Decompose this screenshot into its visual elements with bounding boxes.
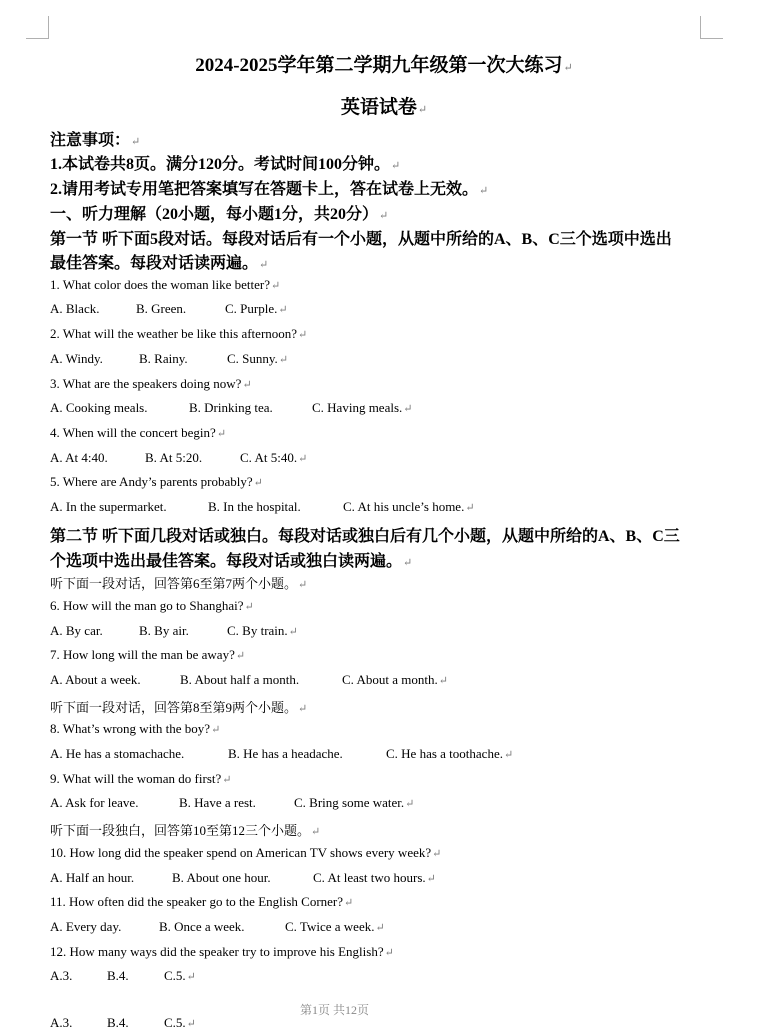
option-b: B. About one hour. (172, 870, 271, 885)
paragraph-mark-icon: ↵ (384, 947, 394, 959)
listening-intro-6-7: 听下面一段对话，回答第6至第7两个小题。↵ (50, 576, 308, 591)
paragraph-mark-icon: ↵ (259, 259, 269, 271)
paragraph-mark-icon: ↵ (186, 1018, 196, 1030)
option-b: B. By air. (139, 623, 189, 638)
option-a: A. Half an hour. (50, 870, 135, 885)
option-c: C. About a month. (342, 672, 438, 687)
paragraph-mark-icon: ↵ (479, 185, 489, 197)
paragraph-mark-icon: ↵ (417, 104, 428, 116)
option-a: A. About a week. (50, 672, 141, 687)
paragraph-mark-icon: ↵ (403, 557, 413, 569)
exam-subtitle: 英语试卷↵ (340, 97, 428, 118)
option-c: C. Having meals. (312, 400, 403, 415)
option-b: B. Rainy. (139, 351, 188, 366)
option-c: C. At 5:40. (240, 450, 298, 465)
section-two-instructions: 第二节 听下面几段对话或独白。每段对话或独白后有几个小题，从题中所给的A、B、C三 (50, 528, 680, 545)
option-b: B.4. (107, 968, 129, 983)
option-a: A. Black. (50, 301, 100, 316)
option-c: C. Sunny. (227, 351, 278, 366)
paragraph-mark-icon: ↵ (222, 774, 232, 786)
question-8-options (50, 746, 513, 762)
crop-mark-top-left (26, 16, 49, 39)
option-b: B. About half a month. (180, 672, 300, 687)
option-a: A. By car. (50, 623, 103, 638)
paragraph-mark-icon: ↵ (131, 136, 141, 148)
paragraph-mark-icon: ↵ (426, 873, 436, 885)
paragraph-mark-icon: ↵ (375, 922, 385, 934)
paragraph-mark-icon: ↵ (278, 304, 288, 316)
notice-item-1: 1.本试卷共8页。满分120分。考试时间100分钟。↵ (50, 156, 401, 173)
exam-title: 2024-2025学年第二学期九年级第一次大练习↵ (195, 55, 573, 76)
question-6-options (50, 623, 298, 639)
option-a: A. Cooking meals. (50, 400, 148, 415)
paragraph-mark-icon: ↵ (379, 210, 389, 222)
question-4: 4. When will the concert begin?↵ (50, 425, 227, 440)
paragraph-mark-icon: ↵ (391, 160, 401, 172)
page-footer: 第1页 共12页 (300, 1003, 370, 1017)
question-11-options (50, 919, 385, 935)
listening-intro-8-9: 听下面一段对话，回答第8至第9两个小题。↵ (50, 700, 308, 715)
paragraph-mark-icon: ↵ (432, 848, 442, 860)
notice-heading: 注意事项：↵ (50, 132, 141, 149)
option-c: C. Purple. (225, 301, 278, 316)
question-10-options (50, 870, 436, 886)
option-b: B. Once a week. (159, 919, 245, 934)
option-a: A. He has a stomachache. (50, 746, 185, 761)
option-c: C. Bring some water. (294, 795, 405, 810)
paragraph-mark-icon: ↵ (216, 428, 227, 440)
option-b: B. At 5:20. (145, 450, 203, 465)
paragraph-mark-icon: ↵ (298, 453, 308, 465)
paragraph-mark-icon: ↵ (298, 329, 308, 341)
option-a: A. In the supermarket. (50, 499, 167, 514)
paragraph-mark-icon: ↵ (405, 798, 415, 810)
option-b: B. Drinking tea. (189, 400, 273, 415)
option-b: B.4. (107, 1015, 129, 1030)
question-7-options (50, 672, 448, 688)
paragraph-mark-icon: ↵ (344, 897, 354, 909)
option-c: C.5. (164, 1015, 186, 1030)
option-a: A.3. (50, 1015, 73, 1030)
crop-mark-top-right (700, 16, 723, 39)
paragraph-mark-icon: ↵ (563, 62, 573, 74)
option-c: C. By train. (227, 623, 288, 638)
paragraph-mark-icon: ↵ (242, 379, 252, 391)
option-c: C.5. (164, 968, 186, 983)
question-7: 7. How long will the man be away?↵ (50, 647, 246, 662)
option-a: A.3. (50, 968, 73, 983)
paragraph-mark-icon: ↵ (503, 749, 514, 761)
section-one-instructions: 第一节 听下面5段对话。每段对话后有一个小题，从题中所给的A、B、C三个选项中选出 (50, 231, 672, 248)
part-one-heading: 一、听力理解（20小题，每小题1分，共20分）↵ (50, 206, 389, 223)
question-12: 12. How many ways did the speaker try to improve his English?↵ (50, 944, 394, 959)
question-9-options (50, 795, 414, 811)
option-b: B. Have a rest. (179, 795, 256, 810)
option-c: C. At least two hours. (313, 870, 426, 885)
option-b: B. He has a headache. (228, 746, 343, 761)
question-2: 2. What will the weather be like this afternoon?↵ (50, 326, 308, 341)
question-3: 3. What are the speakers doing now?↵ (50, 376, 252, 391)
option-c: C. Twice a week. (285, 919, 375, 934)
paragraph-mark-icon: ↵ (298, 703, 308, 715)
paragraph-mark-icon: ↵ (298, 579, 308, 591)
question-6: 6. How will the man go to Shanghai?↵ (50, 598, 254, 613)
option-b: B. In the hospital. (208, 499, 301, 514)
option-a: A. At 4:40. (50, 450, 108, 465)
section-two-instructions-cont: 个选项中选出最佳答案。每段对话或独白读两遍。↵ (50, 553, 413, 570)
paragraph-mark-icon: ↵ (278, 354, 289, 366)
option-b: B. Green. (136, 301, 187, 316)
section-one-instructions-cont: 最佳答案。每段对话读两遍。↵ (50, 255, 269, 272)
question-5-options (50, 499, 475, 515)
paragraph-mark-icon: ↵ (186, 971, 196, 983)
paragraph-mark-icon: ↵ (270, 280, 281, 292)
paragraph-mark-icon: ↵ (253, 477, 263, 489)
question-9: 9. What will the woman do first?↵ (50, 771, 232, 786)
question-2-options (50, 351, 288, 367)
option-c: C. At his uncle’s home. (343, 499, 465, 514)
listening-intro-10-12: 听下面一段独白，回答第10至第12三个小题。↵ (50, 823, 321, 838)
paragraph-mark-icon: ↵ (288, 626, 298, 638)
option-c: C. He has a toothache. (386, 746, 503, 761)
question-3-options (50, 400, 412, 416)
question-10: 10. How long did the speaker spend on American TV shows every week?↵ (50, 845, 442, 860)
paragraph-mark-icon: ↵ (235, 650, 246, 662)
question-1: 1. What color does the woman like better?↵ (50, 277, 281, 292)
notice-item-2: 2.请用考试专用笔把答案填写在答题卡上，答在试卷上无效。↵ (50, 181, 489, 198)
paragraph-mark-icon: ↵ (403, 403, 413, 415)
option-a: A. Windy. (50, 351, 103, 366)
question-1-options (50, 301, 288, 317)
question-4-options (50, 450, 307, 466)
question-8: 8. What’s wrong with the boy?↵ (50, 721, 221, 736)
paragraph-mark-icon: ↵ (211, 724, 221, 736)
question-12-options-repeat (50, 1015, 196, 1031)
paragraph-mark-icon: ↵ (438, 675, 448, 687)
paragraph-mark-icon: ↵ (311, 826, 321, 838)
option-a: A. Every day. (50, 919, 122, 934)
option-a: A. Ask for leave. (50, 795, 139, 810)
paragraph-mark-icon: ↵ (244, 601, 254, 613)
question-11: 11. How often did the speaker go to the English Corner?↵ (50, 894, 354, 909)
paragraph-mark-icon: ↵ (465, 502, 475, 514)
question-5: 5. Where are Andy’s parents probably?↵ (50, 474, 263, 489)
question-12-options (50, 968, 196, 984)
